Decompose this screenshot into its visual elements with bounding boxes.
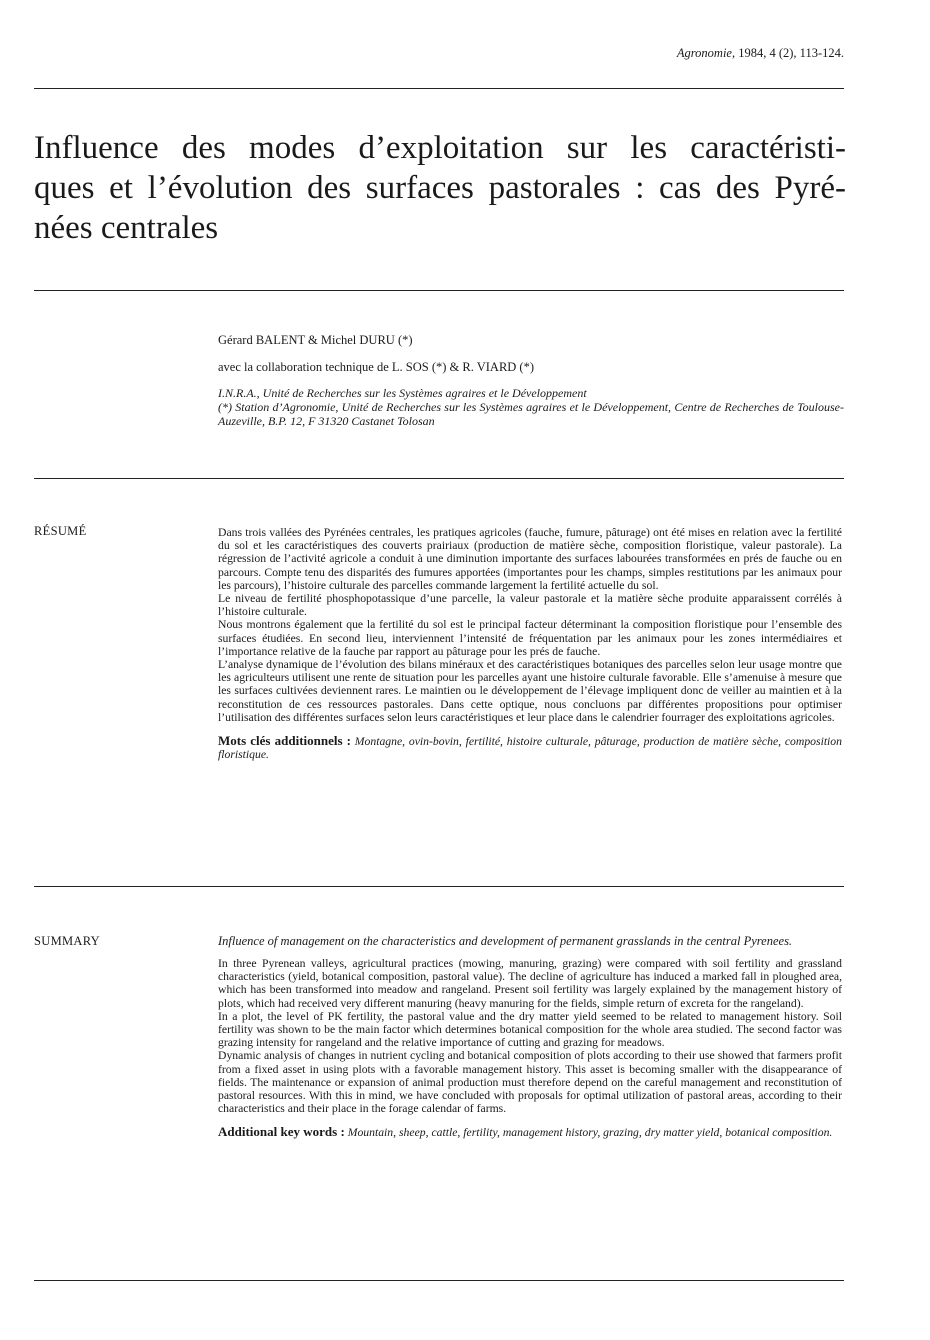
authors-rule [34,478,844,479]
summary-body [218,934,842,1140]
summary-paragraph-3: Dynamic analysis of changes in nutrient cycling and botanical composition of plots according to their use showed that farmers profit from a fixed asset in using plots with a favorable management history. This asset is becoming smaller with the disappearance of fields. The maintenance or expansion of animal production must therefore depend on the careful management and reconstitution of pastoral resources. With this in mind, we have concluded with proposals for optimal utilization of pastoral areas, according to their characteristics and their place in the forage calendar of farms. [218,1049,842,1116]
resume-body [218,526,842,761]
authors: Gérard BALENT & Michel DURU (*) [218,333,413,347]
summary-title: Influence of management on the characteristics and development of permanent grasslands in the central Pyrenees. [218,934,793,948]
affiliations [218,386,844,428]
summary-label: SUMMARY [34,934,101,948]
resume-keywords [218,734,842,761]
resume-rule [34,886,844,887]
article-title [34,128,846,248]
summary-paragraph-1: In three Pyrenean valleys, agricultural practices (mowing, manuring, grazing) were compared with soil fertility and grassland characteristics (yield, botanical composition, pastoral value). The decline of agriculture has induced a marked fall in ploughed area, which has been transformed into meadow and rangeland. Present soil fertility was largely explained by the management history of plots, which had received very different manuring (heavy manuring for the fields, simple return of excreta for the rangeland). [218,957,842,1010]
journal-name: Agronomie, [676,46,736,60]
summary-keywords-label: Additional key words : [218,1124,345,1140]
collaboration: avec la collaboration technique de L. SOS (*) & R. VIARD (*) [218,360,535,374]
summary-paragraph-2: In a plot, the level of PK fertility, the pastoral value and the dry matter yield seemed to be related to management history. Soil fertility was shown to be the main factor which determines botanical composition for the whole area studied. The second factor was grazing intensity for rangeland and the relative importance of cutting and grazing for meadows. [218,1009,842,1050]
title-line-3: nées centrales [34,210,219,246]
resume-paragraph-1: Dans trois vallées des Pyrénées centrales, les pratiques agricoles (fauche, fumure, pâturage) ont été mises en relation avec la fertilité du sol et les caractéristiques des couverts prairiaux (production de matière sèche, composition floristique, valeur pastorale). La régression de l’activité agricole a conduit à une diminution importante des surfaces labourées transformées en prés de fauche ou en parcours. Compte tenu des disparités des fumures apportées (importantes pour les champs, simples restitutions par les animaux pour les parcours), l’histoire culturale des parcelles commande largement la fertilité actuelle du sol. [218,526,842,592]
header-rule [34,88,844,89]
title-rule [34,290,844,291]
affiliation-1: I.N.R.A., Unité de Recherches sur les Systèmes agraires et le Développement [218,386,587,400]
resume-paragraph-3: Nous montrons également que la fertilité du sol est le principal facteur déterminant la composition floristique pour l’ensemble des surfaces étudiées. En second lieu, interviennent l’intensité de fréquentation par les animaux pour les zones intermédiaires et l’importance relative de la fauche par rapport au pâturage pour les prés de fauche. [218,618,842,658]
summary-keywords [218,1125,842,1139]
summary-rule [34,1280,844,1281]
title-line-1: Influence des modes d’exploitation sur les caractéristi- [34,130,846,166]
citation-details: 1984, 4 (2), 113-124. [735,46,844,60]
journal-citation [677,46,844,61]
resume-paragraph-2: Le niveau de fertilité phosphopotassique d’une parcelle, la valeur pastorale et la matière sèche produite apparaissent corrélés à l’histoire culturale. [218,592,842,619]
resume-label: RÉSUMÉ [34,524,87,538]
title-line-2: ques et l’évolution des surfaces pastorales : cas des Pyré- [34,170,846,206]
summary-keywords-text: Mountain, sheep, cattle, fertility, management history, grazing, dry matter yield, botanical composition. [347,1126,833,1140]
resume-keywords-text: Montagne, ovin-bovin, fertilité, histoire culturale, pâturage, production de matière sèche, composition floristique. [218,735,842,762]
affiliation-2: (*) Station d’Agronomie, Unité de Recherches sur les Systèmes agraires et le Développement, Centre de Recherches de Toulouse-Auzeville, B.P. 12, F 31320 Castanet Tolosan [218,400,844,428]
resume-paragraph-4: L’analyse dynamique de l’évolution des bilans minéraux et des caractéristiques botaniques des parcelles selon leur usage montre que les agriculteurs utilisent une rente de situation pour les parcelles ayant une histoire culturale favorable. Elle s’amenuise à mesure que les surfaces cultivées deviennent rares. Le maintien ou le développement de l’élevage impliquent donc de veiller au maintien et à la reconstitution de ces ressources pastorales. Dans cette optique, nous concluons par différentes propositions pour optimiser l’utilisation des différentes surfaces selon leurs caractéristiques et leur place dans le calendrier fourrager des exploitations agricoles. [218,658,842,724]
resume-keywords-label: Mots clés additionnels : [218,733,351,749]
